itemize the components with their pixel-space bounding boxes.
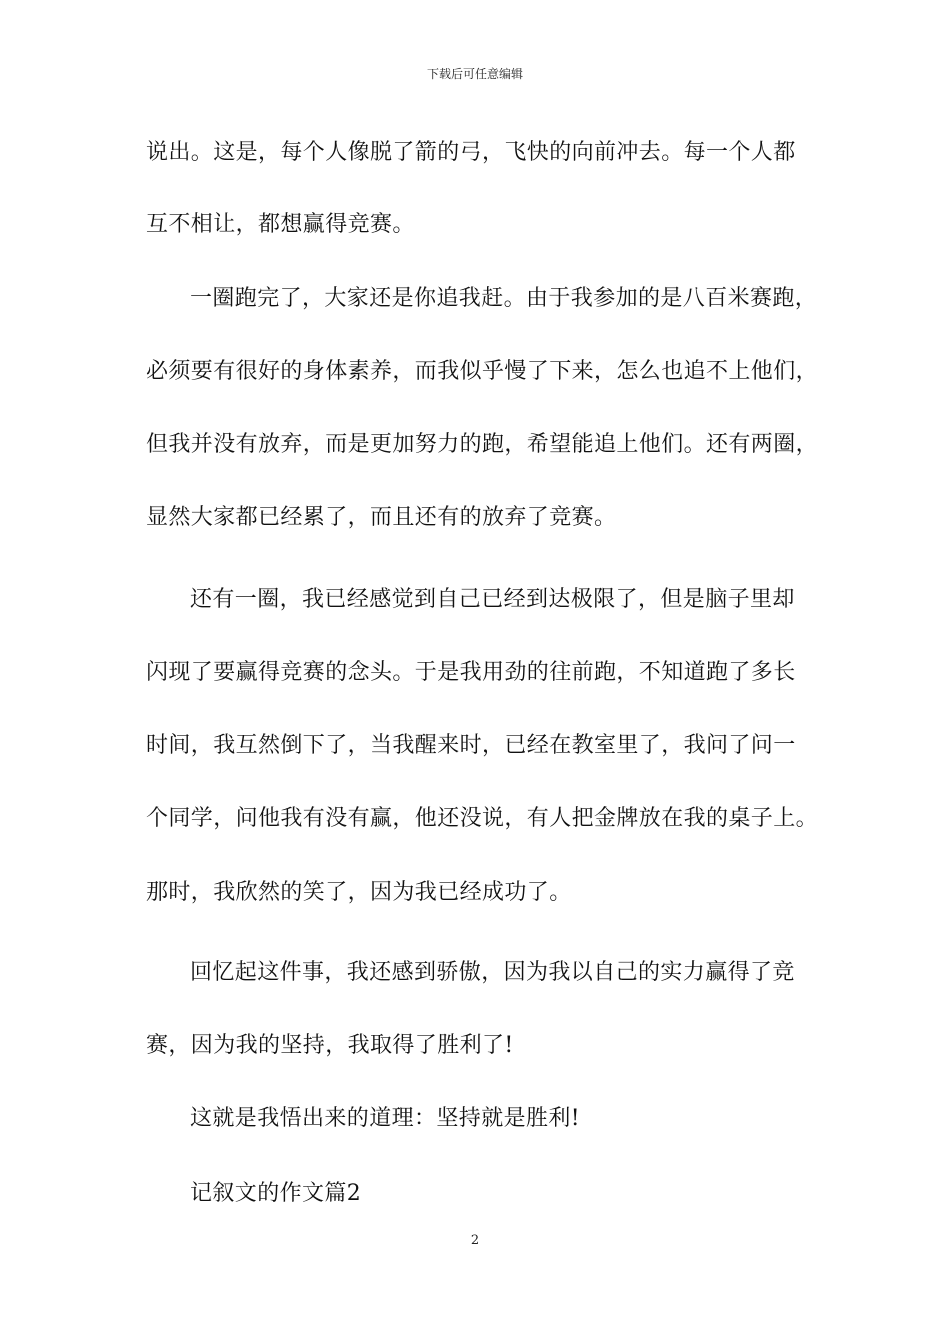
- text-line: 互不相让，都想赢得竞赛。: [146, 212, 415, 237]
- page-header: 下载后可任意编辑: [426, 67, 523, 81]
- section-heading: 记叙文的作文篇2: [190, 1181, 362, 1206]
- paragraph-line: 还有一圈，我已经感觉到自己已经到达极限了，但是脑子里却: [190, 587, 795, 612]
- paragraph-line: 这就是我悟出来的道理：坚持就是胜利!: [190, 1106, 581, 1131]
- text-line: 但我并没有放弃，而是更加努力的跑，希望能追上他们。还有两圈，: [146, 432, 819, 457]
- text-line: 那时，我欣然的笑了，因为我已经成功了。: [146, 880, 572, 905]
- page-number: 2: [470, 1233, 480, 1248]
- text-line: 个同学，问他我有没有赢，他还没说，有人把金牌放在我的桌子上。: [146, 806, 819, 831]
- paragraph-line: 回忆起这件事，我还感到骄傲，因为我以自己的实力赢得了竞: [190, 960, 795, 985]
- paragraph-line: 一圈跑完了，大家还是你追我赶。由于我参加的是八百米赛跑，: [190, 286, 818, 311]
- text-line: 赛，因为我的坚持，我取得了胜利了!: [146, 1033, 514, 1058]
- text-line: 必须要有很好的身体素养，而我似乎慢了下来，怎么也追不上他们，: [146, 359, 819, 384]
- text-line: 时间，我互然倒下了，当我醒来时，已经在教室里了，我问了问一: [146, 733, 796, 758]
- text-line: 显然大家都已经累了，而且还有的放弃了竞赛。: [146, 505, 617, 530]
- text-line: 闪现了要赢得竞赛的念头。于是我用劲的往前跑，不知道跑了多长: [146, 660, 796, 685]
- text-line: 说出。这是，每个人像脱了箭的弓，飞快的向前冲去。每一个人都: [146, 140, 796, 165]
